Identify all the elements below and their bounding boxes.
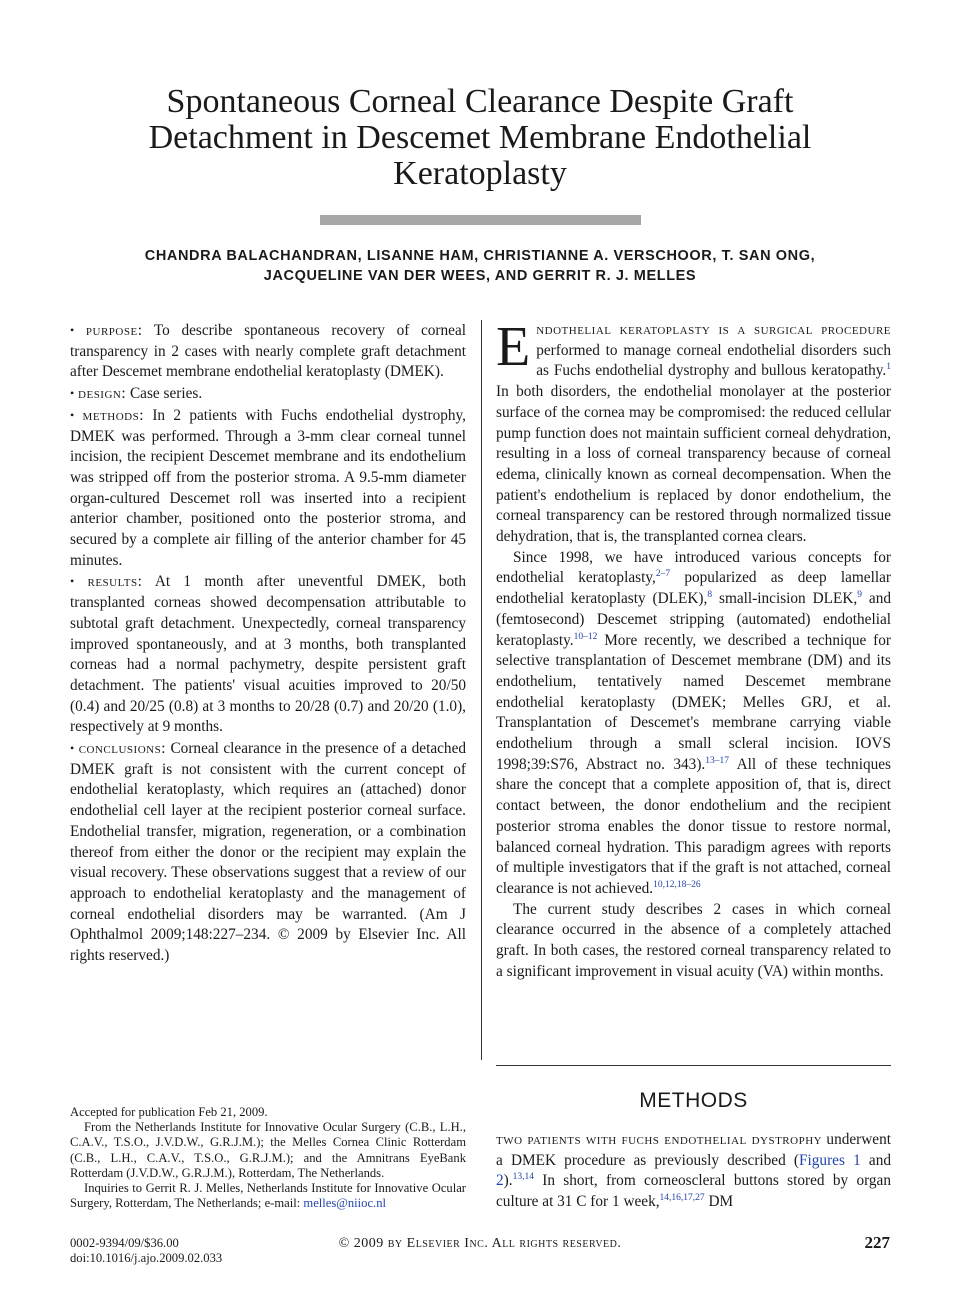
page-number: 227 (864, 1233, 890, 1252)
article-title (100, 84, 860, 192)
issn: 0002-9394/09/$36.00 (70, 1236, 179, 1250)
methods-label: methods: (82, 406, 144, 424)
title-line-1: Spontaneous Corneal Clearance Despite Graft (166, 83, 794, 120)
abstract-results: • results: At 1 month after uneventful DMEK, both transplanted corneas showed decompensation attributable to subtotal graft detachment. Unexpectedly, corneal transparency improved spontaneously, and at 3 months, both transplanted corneas had a normal pachymetry, despite persistent graft detachment. The patients' visual acuities improved to 20/50 (0.4) and 20/25 (0.8) at 3 months to 20/28 (0.7) and 20/20 (1.0), respectively at 9 months. (70, 573, 467, 736)
inquiries-note: Inquiries to Gerrit R. J. Melles, Netherlands Institute for Innovative Ocular Surgery, Rotterdam, The Netherlands; e-mail: melles@niioc.nl (70, 1181, 466, 1211)
methods-rule (496, 1065, 891, 1066)
author-line-1: CHANDRA BALACHANDRAN, LISANNE HAM, CHRISTIANNE A. VERSCHOOR, T. SAN ONG, (144, 248, 816, 264)
abstract (70, 320, 466, 967)
email-link[interactable]: melles@niioc.nl (303, 1196, 387, 1211)
intro-paragraph-3: The current study describes 2 cases in which corneal clearance occurred in the absence of a completely attached graft. In both cases, the restored corneal transparency related to a significant improvement in visual acuity (VA) within months. (496, 900, 891, 980)
intro-text (496, 316, 891, 983)
citation[interactable]: 14,16,17,27 (659, 1193, 705, 1204)
citation[interactable]: 1 (886, 362, 891, 373)
design-label: design: (78, 385, 127, 403)
abstract-methods: • methods: In 2 patients with Fuchs endothelial dystrophy, DMEK was performed. Through a 3-mm clear corneal tunnel incision, the recipient Descemet membrane and its endothelium was stripped off from the posterior stroma. A 9.5-mm diameter organ-cultured Descemet roll was inserted into a recipient anterior chamber, positioned onto the posterior stroma, and secured by a complete air filling of the anterior chamber for 45 minutes. (70, 406, 467, 569)
column-divider (481, 320, 482, 1060)
citation[interactable]: 9 (857, 590, 862, 601)
methods-heading: METHODS (639, 1089, 748, 1112)
copyright: © 2009 by Elsevier Inc. All rights reserved. (338, 1236, 622, 1251)
abstract-design: • design: Case series. (70, 385, 203, 403)
citation[interactable]: 13–17 (705, 755, 729, 766)
doi: doi:10.1016/j.ajo.2009.02.033 (70, 1251, 223, 1265)
author-line-2: JACQUELINE VAN DER WEES, AND GERRIT R. J. MELLES (263, 268, 697, 284)
title-line-2: Detachment in Descemet Membrane Endothelial (148, 119, 812, 156)
citation[interactable]: 10–12 (573, 631, 598, 642)
abstract-conclusions: • conclusions: Corneal clearance in the presence of a detached DMEK graft is not consistent with the current concept of endothelial keratoplasty, which requires an (attached) donor endothelial cell layer at the recipient posterior corneal surface. Endothelial transfer, migration, regeneration, or a combination thereof from either the donor or the recipient may explain the visual recovery. These observations suggest that a review of our approach to endothelial keratoplasty and the management of corneal endothelial disorders may be warranted. (Am J Ophthalmol 2009;148:227–234. © 2009 by Elsevier Inc. All rights reserved.) (70, 740, 467, 965)
affiliation-note: From the Netherlands Institute for Innovative Ocular Surgery (C.B., L.H., C.A.V., T.S.O., J.V.D.W., G.R.J.M.); the Melles Cornea Clinic Rotterdam (C.B., L.H., C.A.V., T.S.O., G.R.J.M.); and the Amnitrans EyeBank Rotterdam (J.V.D.W., G.R.J.M.), Rotterdam, The Netherlands. (70, 1120, 466, 1180)
article-notes (70, 1105, 466, 1211)
abstract-purpose: • purpose: To describe spontaneous recovery of corneal transparency in 2 cases with nearly complete graft detachment after Descemet membrane endothelial keratoplasty (DMEK). (70, 322, 466, 381)
citation[interactable]: 8 (707, 590, 713, 601)
drop-cap: E (496, 316, 531, 378)
accepted-note: Accepted for publication Feb 21, 2009. (70, 1105, 268, 1119)
results-label: results: (87, 573, 143, 591)
citation[interactable]: 2–7 (655, 569, 671, 580)
intro-paragraph-1: Endothelial keratoplasty is a surgical procedure performed to manage corneal endothelial disorders such as Fuchs endothelial dystrophy and bullous keratopathy.$^1$ In both disorders, the endothelial monolayer at the posterior surface of the cornea may be compromised: the reduced cellular pump function does not maintain sufficient corneal dehydration, resulting in a loss of corneal transparency because of corneal edema, clinically known as corneal decompensation. When the patient's endothelium is replaced by donor endothelium, the corneal transparency can be restored through normalized tissue dehydration, that is, the transplanted cornea clears. (496, 316, 891, 546)
purpose-label: purpose: (85, 322, 143, 339)
figure-link[interactable]: 2 (496, 1172, 504, 1190)
figure-link[interactable]: Figures 1 (799, 1151, 861, 1169)
author-list (80, 246, 880, 286)
methods-paragraph: two patients with fuchs endothelial dystrophy underwent a DMEK procedure as previously described (Figures 1 and 2).$^{13,14}$ In short, from corneoscleral buttons stored by organ culture at 31 C for 1 week,$^{14,16,17,27}$ DM (496, 1131, 891, 1211)
citation[interactable]: 10,12,18–26 (653, 879, 701, 890)
conclusions-label: conclusions: (78, 740, 166, 758)
citation[interactable]: 13,14 (512, 1172, 534, 1183)
footer-ids (70, 1236, 222, 1266)
intro-paragraph-2: Since 1998, we have introduced various concepts for endothelial keratoplasty,$^{2-7}$ popularized as deep lamellar endothelial keratoplasty (DLEK),$^8$ small-incision DLEK,$^9$ and (femtosecond) Descemet stripping (automated) endothelial keratoplasty.$^{10-12}$ More recently, we described a technique for selective transplantation of Descemet membrane (DM) and its endothelium, tentatively named Descemet membrane endothelial keratoplasty (DMEK; Melles GRJ, et al. Transplantation of Descemet's membrane carrying viable endothelium through a small scleral incision. IOVS 1998;39:S76, Abstract no. 343).$^{13-17}$ All of these techniques share the concept that a complete apposition of, that is, direct contact between, the donor endothelium and the recipient posterior stroma enables the donor tissue to restore normal, balanced corneal hydration. This paradigm agrees with reports of multiple investigators that if the graft is not attached, corneal clearance is not achieved.$^{10,12,18-26}$ (496, 548, 891, 897)
title-divider-bar (320, 215, 641, 225)
title-line-3: Keratoplasty (393, 155, 567, 192)
